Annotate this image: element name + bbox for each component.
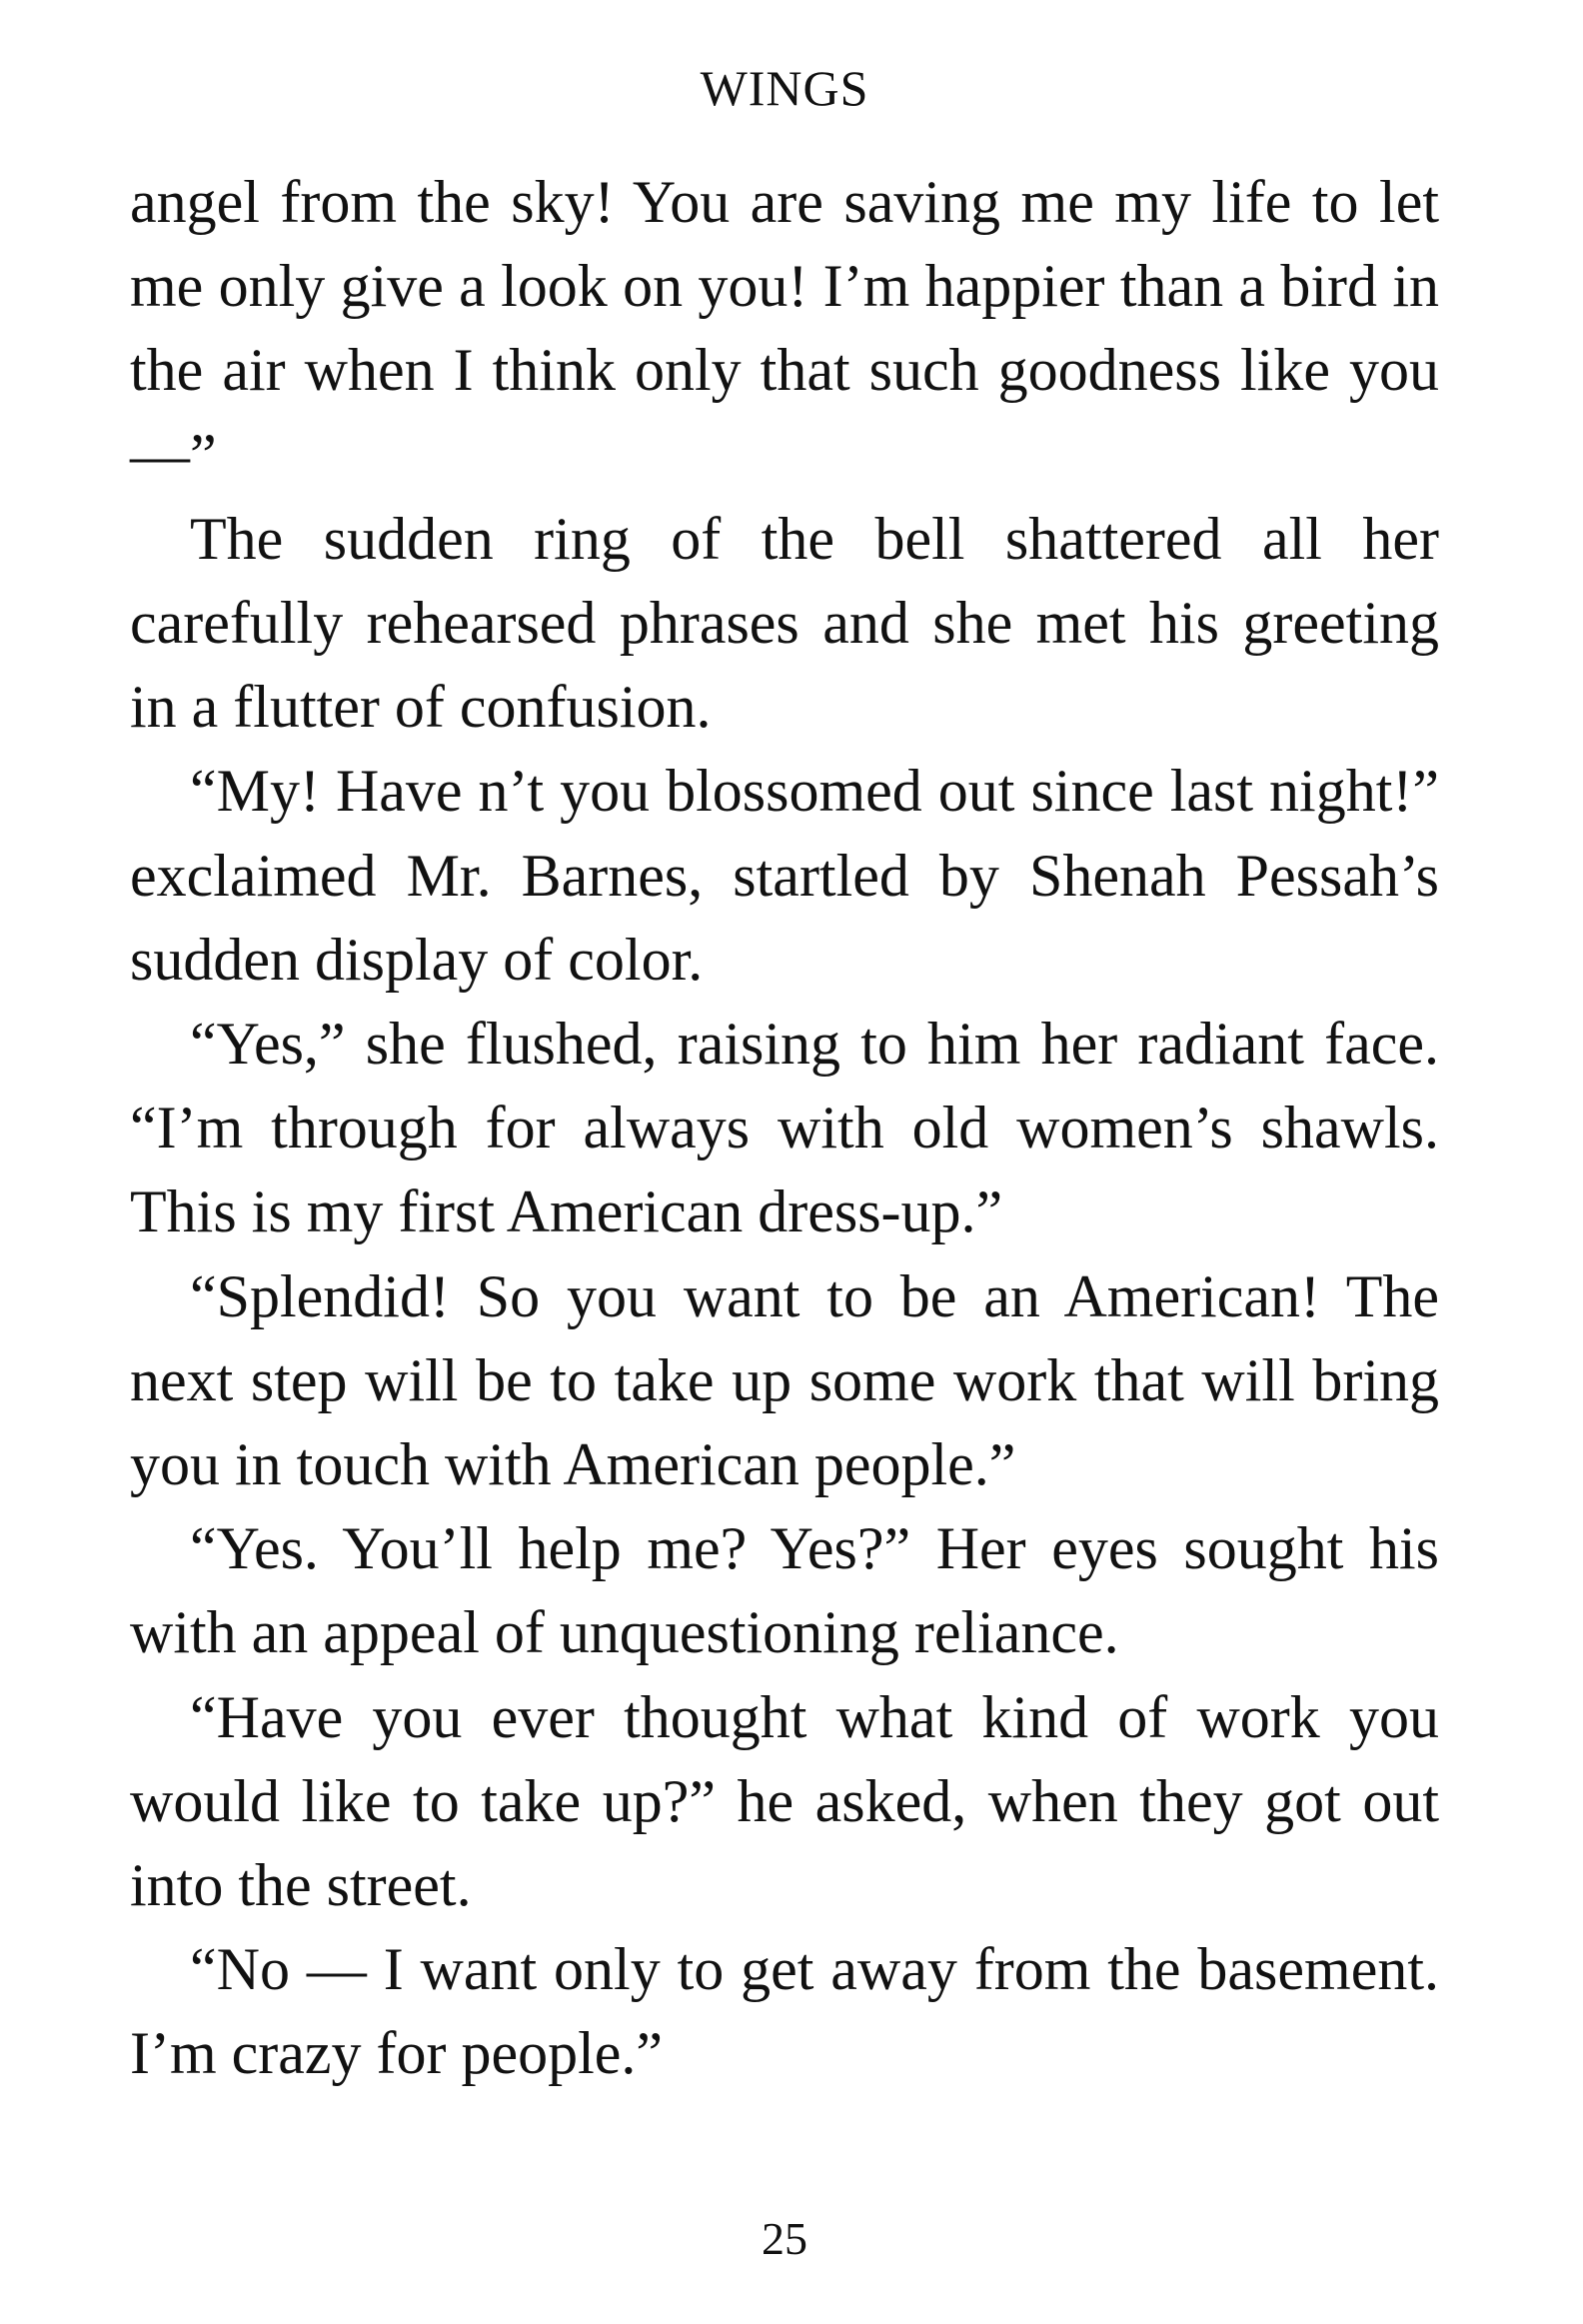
paragraph: “Splendid! So you want to be an American! The next step will be to take up some work that will bring you in touch with American people.” [130,1262,1439,1498]
paragraph: “Have you ever thought what kind of work you would like to take up?” he asked, when they got out into the street. [130,1683,1439,1919]
paragraph: “Yes,” she flushed, raising to him her radiant face. “I’m through for always with old women’s shawls. This is my first American dress-up.” [130,1011,1439,1245]
body-text [130,160,1439,2096]
page-number: 25 [762,2213,807,2264]
paragraph: The sudden ring of the bell shattered all her carefully rehearsed phrases and she met his greeting in a flutter of confusion. [130,505,1439,741]
paragraph-continuation: angel from the sky! You are saving me my life to let me only give a look on you! I’m happier than a bird in the air when I think only that such goodness like you —” [130,169,1439,488]
paragraph: “No — I want only to get away from the basement. I’m crazy for people.” [130,1936,1439,2087]
paragraph: “Yes. You’ll help me? Yes?” Her eyes sought his with an appeal of unquestioning reliance. [130,1515,1439,1666]
paragraph: “My! Have n’t you blossomed out since last night!” exclaimed Mr. Barnes, startled by Shenah Pessah’s sudden display of color. [130,758,1439,993]
running-head: WINGS [700,60,869,116]
book-page [130,0,1439,2324]
